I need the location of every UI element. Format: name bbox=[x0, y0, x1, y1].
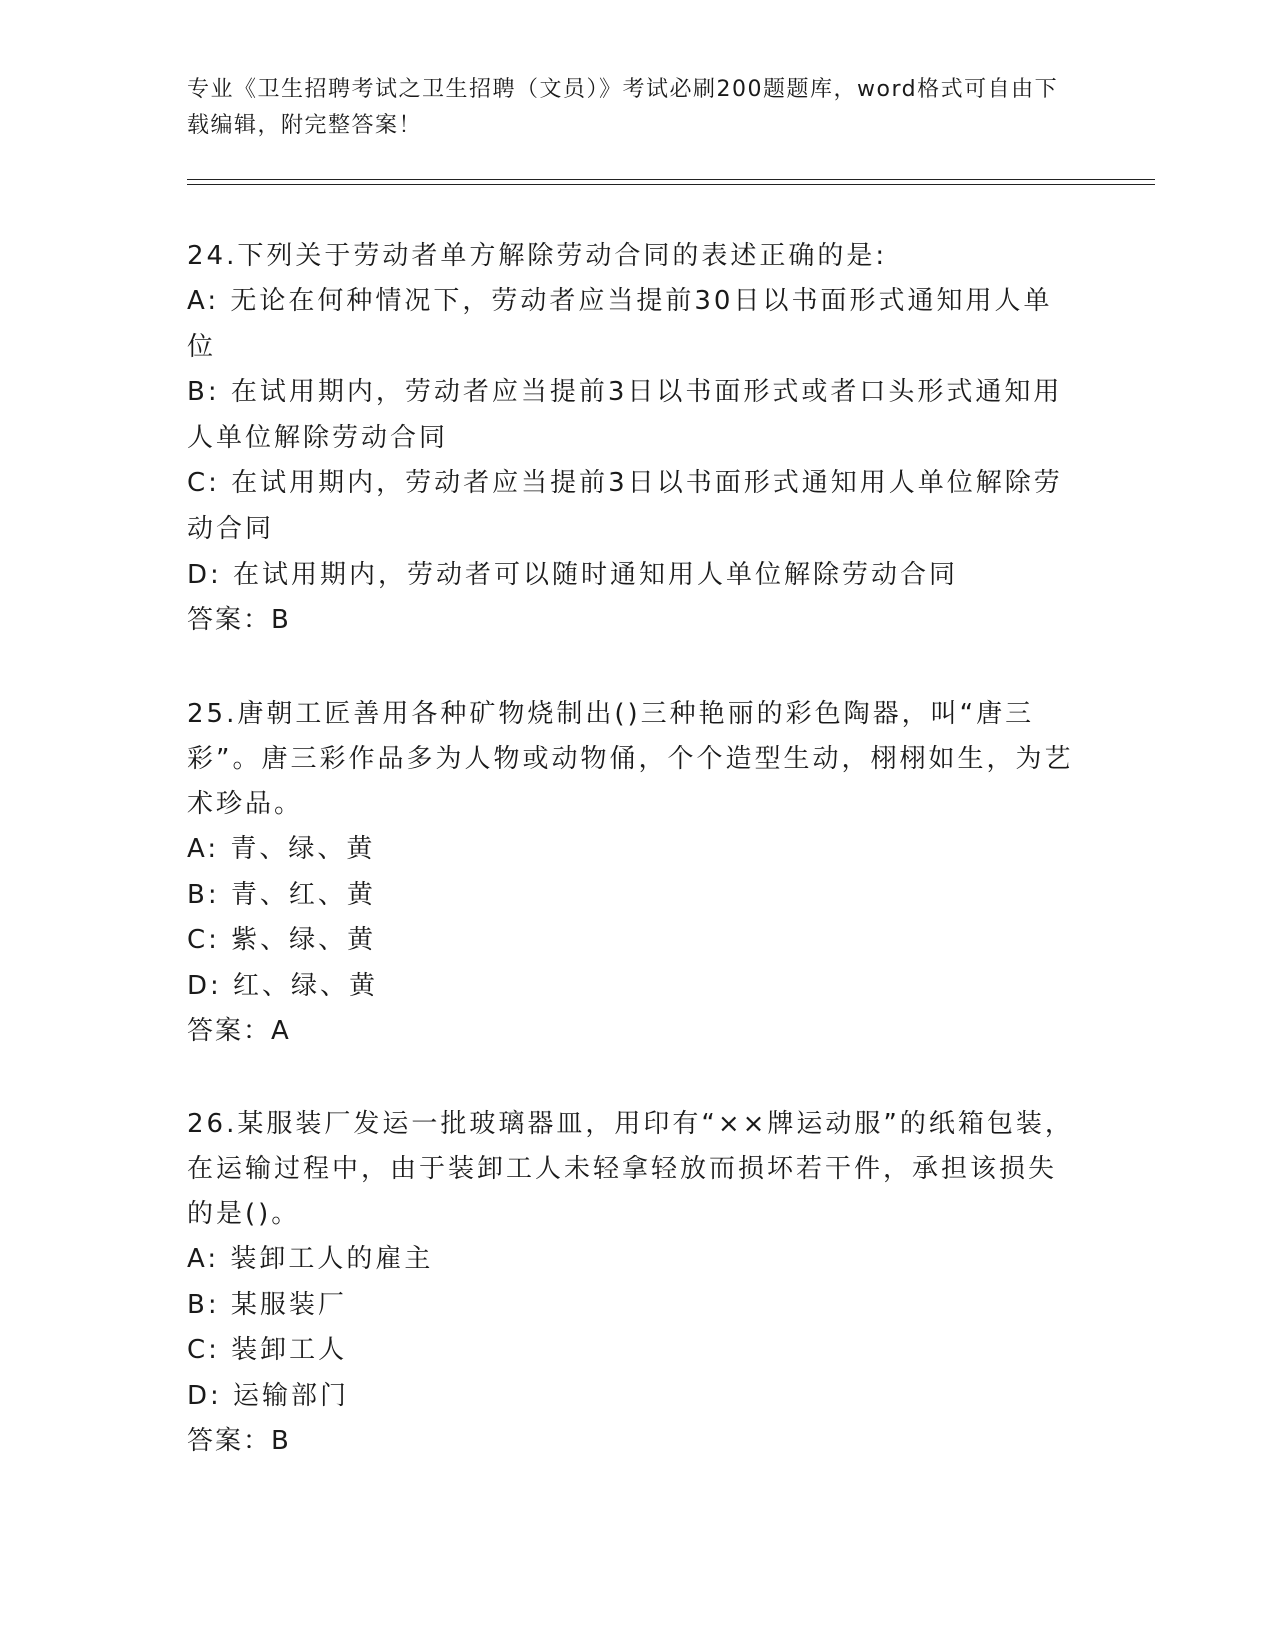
document-header: 专业《卫生招聘考试之卫生招聘（文员）》考试必刷200题题库，word格式可自由下载编辑，附完整答案！ bbox=[187, 77, 1059, 138]
question-25 bbox=[187, 692, 1077, 1055]
option-a: A: 无论在何种情况下，劳动者应当提前30日以书面形式通知用人单位 bbox=[187, 286, 1053, 362]
question-stem: 25.唐朝工匠善用各种矿物烧制出()三种艳丽的彩色陶器，叫“唐三彩”。唐三彩作品多为人物或动物俑，个个造型生动，栩栩如生，为艺术珍品。 bbox=[187, 699, 1074, 819]
answer: 答案：B bbox=[187, 1426, 291, 1457]
option-d: D: 在试用期内，劳动者可以随时通知用人单位解除劳动合同 bbox=[187, 559, 959, 590]
question-24 bbox=[187, 234, 1077, 644]
answer: 答案：A bbox=[187, 1016, 291, 1047]
question-stem: 26.某服装厂发运一批玻璃器皿，用印有“××牌运动服”的纸箱包装，在运输过程中，由于装卸工人未轻拿轻放而损坏若干件，承担该损失的是()。 bbox=[187, 1109, 1074, 1229]
header-divider-bottom bbox=[187, 184, 1155, 185]
option-b: B: 在试用期内，劳动者应当提前3日以书面形式或者口头形式通知用人单位解除劳动合同 bbox=[187, 377, 1063, 453]
question-26 bbox=[187, 1102, 1077, 1465]
option-a: A: 装卸工人的雇主 bbox=[187, 1244, 434, 1274]
option-c: C: 在试用期内，劳动者应当提前3日以书面形式通知用人单位解除劳动合同 bbox=[187, 468, 1063, 544]
option-d: D: 运输部门 bbox=[187, 1380, 350, 1411]
option-c: C: 装卸工人 bbox=[187, 1335, 348, 1366]
header-divider-top bbox=[187, 179, 1155, 180]
answer: 答案：B bbox=[187, 605, 291, 636]
option-b: B: 某服装厂 bbox=[187, 1289, 347, 1320]
question-stem: 24.下列关于劳动者单方解除劳动合同的表述正确的是: bbox=[187, 241, 888, 271]
option-d: D: 红、绿、黄 bbox=[187, 970, 379, 1001]
option-c: C: 紫、绿、黄 bbox=[187, 925, 377, 956]
option-a: A: 青、绿、黄 bbox=[187, 834, 376, 864]
option-b: B: 青、红、黄 bbox=[187, 879, 376, 910]
